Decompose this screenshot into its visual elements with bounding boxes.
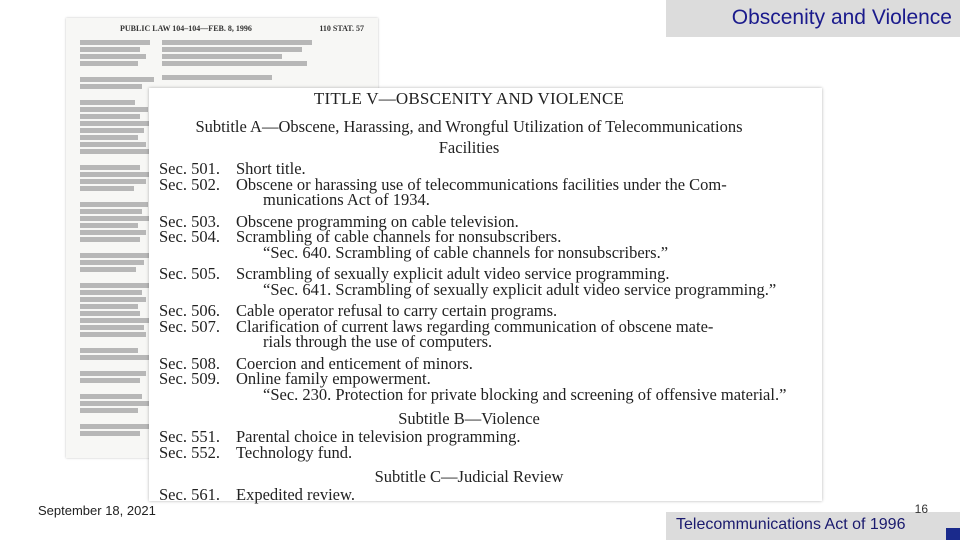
slide-title-box: [666, 0, 960, 37]
blurred-text-bar: [162, 68, 322, 73]
footer-box: [666, 512, 960, 540]
blurred-text-bar: [80, 311, 140, 316]
blurred-text-bar: [80, 54, 146, 59]
blurred-text-bar: [80, 68, 162, 70]
section-line: [159, 487, 809, 503]
blurred-text-bar: [80, 230, 146, 235]
section-text: Technology fund.: [236, 442, 353, 462]
section-text: Short title.: [236, 159, 306, 178]
section-label: Sec. 509.: [159, 369, 220, 388]
section-text: Cable operator refusal to carry certain programs.: [236, 301, 558, 320]
blurred-text-bar: [80, 431, 140, 436]
subtitle-a-line1: Subtitle A—Obscene, Harassing, and Wrongful Utilization of Telecommunications: [195, 117, 743, 136]
section-line: [159, 334, 809, 350]
blurred-text-bar: [80, 128, 144, 133]
blurred-text-bar: [80, 348, 138, 353]
section-text: “Sec. 230. Protection for private blocking and screening of offensive material.”: [263, 384, 787, 404]
front-page-title: TITLE V—OBSCENITY AND VIOLENCE: [313, 89, 625, 108]
blurred-text-bar: [80, 394, 142, 399]
section-text: Coercion and enticement of minors.: [236, 353, 473, 373]
section-line: [159, 384, 809, 404]
section-label: Sec. 503.: [159, 211, 220, 231]
blurred-text-bar: [162, 54, 282, 59]
slide-date: September 18, 2021: [38, 503, 156, 518]
blurred-text-bar: [80, 408, 138, 413]
blurred-text-bar: [80, 260, 144, 265]
blurred-text-bar: [80, 283, 150, 288]
blurred-text-bar: [80, 135, 138, 140]
blurred-text-bar: [80, 325, 144, 330]
blurred-text-bar: [80, 77, 154, 82]
section-text: Obscene or harassing use of telecommunications facilities under the Com-: [236, 174, 727, 194]
section-text: Online family empowerment.: [236, 369, 431, 388]
blurred-text-bar: [80, 209, 142, 214]
blurred-text-bar: [162, 75, 272, 80]
blurred-text-bar: [80, 165, 140, 170]
blurred-text-bar: [80, 172, 152, 177]
section-text: Scrambling of sexually explicit adult video service programming.: [236, 264, 670, 283]
section-text: “Sec. 640. Scrambling of cable channels for nonsubscribers.”: [263, 242, 669, 262]
blurred-text-bar: [80, 237, 140, 242]
section-line: [159, 279, 809, 299]
section-text: “Sec. 641. Scrambling of sexually explicit adult video service programming.”: [263, 279, 777, 299]
blurred-text-bar: [80, 142, 146, 147]
section-label: Sec. 508.: [159, 353, 220, 373]
section-text: Obscene programming on cable television.: [236, 211, 519, 231]
blurred-text-bar: [162, 47, 302, 52]
section-text: Clarification of current laws regarding communication of obscene mate-: [236, 316, 714, 336]
section-line: [159, 174, 809, 194]
blurred-text-bar: [80, 47, 140, 52]
section-list: [159, 161, 809, 503]
blurred-text-bar: [80, 149, 150, 154]
section-text: rials through the use of computers.: [263, 332, 493, 351]
blurred-text-bar: [80, 179, 146, 184]
blurred-text-bar: [80, 216, 150, 221]
slide-title: Obscenity and Violence: [731, 6, 952, 29]
blurred-text-bar: [80, 378, 140, 383]
back-page-header-left: PUBLIC LAW 104–104—FEB. 8, 1996: [120, 24, 252, 33]
subtitle-c: Subtitle C—Judicial Review: [374, 467, 564, 486]
footer-accent-square: [946, 528, 960, 540]
section-label: Sec. 502.: [159, 174, 220, 194]
blurred-text-bar: [80, 223, 138, 228]
section-text: Scrambling of cable channels for nonsubscribers.: [236, 227, 562, 246]
blurred-text-bar: [80, 121, 152, 126]
blurred-text-bar: [162, 40, 312, 45]
blurred-text-bar: [80, 332, 146, 337]
front-page-scan: [149, 88, 822, 504]
section-line: [159, 192, 809, 208]
blurred-text-bar: [80, 424, 152, 429]
blurred-text-bar: [80, 355, 150, 360]
subtitle-a: [149, 116, 789, 158]
blurred-text-bar: [80, 401, 150, 406]
blurred-text-bar: [80, 40, 150, 45]
blurred-text-bar: [80, 290, 142, 295]
section-label: Sec. 506.: [159, 301, 220, 320]
blurred-text-bar: [162, 61, 307, 66]
blurred-text-bar: [80, 371, 146, 376]
blurred-text-bar: [80, 186, 134, 191]
footer-text: Telecommunications Act of 1996: [676, 516, 906, 533]
blurred-text-bar: [80, 114, 140, 119]
blurred-text-bar: [80, 61, 138, 66]
blurred-text-bar: [80, 297, 146, 302]
section-label: Sec. 507.: [159, 316, 220, 336]
section-text: Parental choice in television programming.: [236, 427, 521, 446]
blurred-text-bar: [80, 84, 142, 89]
blurred-text-bar: [80, 100, 135, 105]
back-page-blurred-text-right: [162, 40, 322, 82]
subtitle-b: Subtitle B—Violence: [398, 409, 540, 428]
section-label: Sec. 561.: [159, 485, 220, 504]
slide-number: 16: [914, 502, 928, 516]
back-page-header-right: 110 STAT. 57: [319, 24, 364, 33]
blurred-text-bar: [80, 253, 152, 258]
section-label: Sec. 501.: [159, 159, 220, 178]
section-label: Sec. 551.: [159, 427, 220, 446]
subtitle-a-line2: Facilities: [438, 138, 500, 157]
section-text: Expedited review.: [236, 485, 355, 504]
section-line: [159, 242, 809, 262]
section-label: Sec. 552.: [159, 442, 220, 462]
section-label: Sec. 505.: [159, 264, 220, 283]
blurred-text-bar: [80, 202, 148, 207]
blurred-text-bar: [80, 318, 152, 323]
blurred-text-bar: [80, 267, 136, 272]
section-text: munications Act of 1934.: [263, 190, 430, 209]
blurred-text-bar: [80, 304, 138, 309]
section-line: [159, 442, 809, 462]
section-label: Sec. 504.: [159, 227, 220, 246]
blurred-text-bar: [80, 107, 148, 112]
